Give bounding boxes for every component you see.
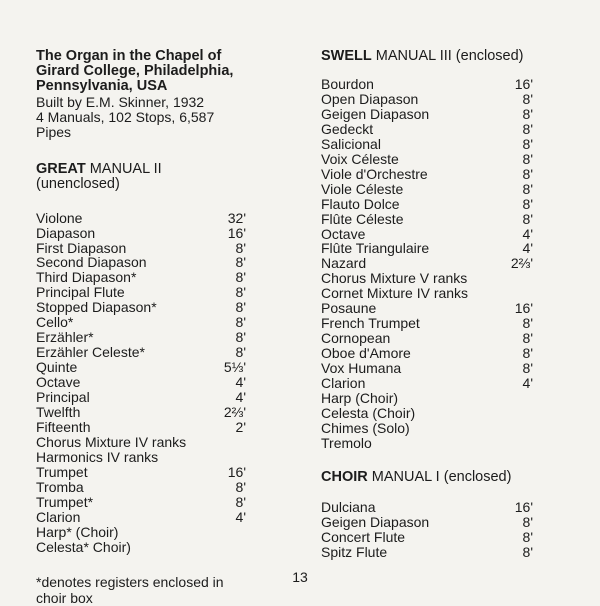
- stop-row: [36, 405, 246, 420]
- stop-pitch: 8': [522, 180, 533, 197]
- stop-row: [321, 436, 533, 451]
- stop-pitch: 8': [522, 513, 533, 530]
- stop-name: Principal Flute: [36, 284, 125, 301]
- stop-row: [321, 316, 533, 331]
- title-line: Pennsylvania, USA: [36, 78, 168, 95]
- title-line: Girard College, Philadelphia,: [36, 63, 234, 80]
- stop-pitch: 8': [522, 105, 533, 122]
- stop-row: [321, 197, 533, 212]
- stop-pitch: 8': [235, 344, 246, 361]
- stop-name: Concert Flute: [321, 528, 406, 545]
- stop-row: [36, 270, 246, 285]
- stop-row: [321, 421, 533, 436]
- builder-line: Built by E.M. Skinner, 1932: [36, 93, 205, 110]
- stop-pitch: 8': [522, 330, 533, 347]
- stop-name: Trumpet: [36, 463, 88, 480]
- stop-name: Diapason: [36, 224, 96, 241]
- stop-row: [36, 241, 246, 256]
- stop-row: [321, 331, 533, 346]
- stop-pitch: 8': [522, 195, 533, 212]
- stop-pitch: 16': [514, 76, 533, 92]
- stop-pitch: 8': [235, 299, 246, 316]
- stop-name: Quinte: [36, 359, 78, 376]
- stop-name: Spitz Flute: [321, 543, 388, 560]
- stop-row: [36, 480, 246, 495]
- stop-pitch: 5⅓': [223, 359, 246, 376]
- organ-title: [36, 49, 246, 95]
- stop-row: [321, 107, 533, 122]
- stop-pitch: 8': [235, 493, 246, 510]
- stop-row: [36, 390, 246, 405]
- stop-row: [321, 406, 533, 421]
- stop-name: Geigen Diapason: [321, 513, 430, 530]
- section-name: GREAT: [36, 160, 86, 177]
- stop-row: [321, 137, 533, 152]
- stop-row: [321, 271, 533, 286]
- stop-name: Flûte Triangulaire: [321, 240, 430, 257]
- stop-name: Posaune: [321, 300, 377, 317]
- right-column: [321, 49, 533, 560]
- stop-pitch: 8': [522, 135, 533, 152]
- stop-pitch: 8': [522, 360, 533, 377]
- specs-line: 4 Manuals, 102 Stops, 6,587 Pipes: [36, 108, 215, 140]
- stop-pitch: 4': [522, 225, 533, 242]
- stop-name: Celesta (Choir): [321, 404, 416, 421]
- stop-name: Erzähler Celeste*: [36, 344, 145, 361]
- stop-pitch: 16': [227, 224, 246, 241]
- stop-pitch: 4': [235, 374, 246, 391]
- swell-heading: [321, 49, 533, 64]
- stop-name: Fifteenth: [36, 418, 91, 435]
- stop-row: [36, 345, 246, 360]
- stop-row: [321, 227, 533, 242]
- stop-name: First Diapason: [36, 239, 127, 256]
- stop-name: Viole d'Orchestre: [321, 165, 428, 182]
- stop-row: [36, 211, 246, 226]
- stop-pitch: 4': [235, 389, 246, 406]
- stop-name: Erzähler*: [36, 329, 94, 346]
- stop-row: [36, 525, 246, 540]
- stop-row: [321, 376, 533, 391]
- stop-pitch: 8': [235, 284, 246, 301]
- stop-row: [36, 420, 246, 435]
- stop-name: Chorus Mixture V ranks: [321, 270, 468, 287]
- stop-pitch: 8': [235, 329, 246, 346]
- stop-row: [36, 375, 246, 390]
- stop-name: Trumpet*: [36, 493, 94, 510]
- stop-name: Third Diapason*: [36, 269, 137, 286]
- stop-name: Viole Céleste: [321, 180, 404, 197]
- stop-row: [36, 540, 246, 555]
- stop-name: Harp (Choir): [321, 390, 399, 407]
- stop-name: Nazard: [321, 255, 367, 272]
- stop-pitch: 2⅔': [223, 404, 246, 420]
- stop-row: [36, 300, 246, 315]
- stop-row: [321, 92, 533, 107]
- stop-name: Clarion: [321, 375, 366, 392]
- stop-pitch: 2⅔': [510, 255, 533, 272]
- stop-name: Flauto Dolce: [321, 195, 400, 212]
- stop-row: [321, 301, 533, 316]
- footnote-line: *denotes registers enclosed in: [36, 573, 224, 590]
- stop-row: [321, 77, 533, 92]
- stop-name: Flûte Céleste: [321, 210, 404, 227]
- stop-pitch: 4': [235, 508, 246, 525]
- stop-name: Chimes (Solo): [321, 419, 410, 436]
- stop-row: [321, 500, 533, 515]
- stop-row: [36, 465, 246, 480]
- stop-pitch: 8': [522, 528, 533, 545]
- left-column: [36, 49, 246, 606]
- stop-row: [36, 435, 246, 450]
- stop-row: [321, 256, 533, 271]
- stop-row: [321, 361, 533, 376]
- section-description: MANUAL II (unenclosed): [36, 160, 162, 192]
- great-stop-list: [36, 211, 246, 555]
- stop-row: [321, 152, 533, 167]
- stop-name: Vox Humana: [321, 360, 402, 377]
- stop-name: Gedeckt: [321, 120, 374, 137]
- stop-pitch: 16': [514, 300, 533, 317]
- stop-name: Second Diapason: [36, 254, 147, 271]
- stop-name: Tromba: [36, 478, 84, 495]
- stop-pitch: 32': [227, 209, 246, 226]
- stop-pitch: 8': [522, 150, 533, 167]
- section-name: SWELL: [321, 48, 372, 64]
- stop-row: [36, 495, 246, 510]
- stop-row: [36, 255, 246, 270]
- section-description: MANUAL I (enclosed): [367, 468, 512, 485]
- stop-row: [321, 391, 533, 406]
- stop-row: [36, 330, 246, 345]
- stop-row: [321, 530, 533, 545]
- stop-pitch: 8': [522, 90, 533, 107]
- stop-row: [321, 545, 533, 560]
- stop-row: [36, 226, 246, 241]
- stop-row: [321, 286, 533, 301]
- stop-name: Twelfth: [36, 404, 81, 420]
- stop-row: [321, 167, 533, 182]
- page-number: 13: [292, 569, 308, 585]
- stop-name: Harmonics IV ranks: [36, 448, 159, 465]
- section-description: MANUAL III (enclosed): [371, 48, 524, 64]
- stop-pitch: 8': [235, 239, 246, 256]
- stop-pitch: 8': [522, 210, 533, 227]
- stop-name: Octave: [36, 374, 81, 391]
- organ-subtitle: [36, 95, 246, 140]
- stop-name: Geigen Diapason: [321, 105, 430, 122]
- stop-pitch: 8': [522, 543, 533, 560]
- stop-pitch: 8': [522, 345, 533, 362]
- stop-name: Dulciana: [321, 498, 376, 515]
- stop-name: Open Diapason: [321, 90, 419, 107]
- swell-stop-list: [321, 77, 533, 451]
- stop-name: Cornopean: [321, 330, 391, 347]
- stop-row: [36, 450, 246, 465]
- stop-name: Harp* (Choir): [36, 523, 119, 540]
- stop-row: [321, 515, 533, 530]
- stop-pitch: 8': [235, 254, 246, 271]
- stop-pitch: 8': [235, 314, 246, 331]
- footnote-line: choir box: [36, 589, 93, 606]
- stop-row: [321, 212, 533, 227]
- stop-pitch: 8': [522, 315, 533, 332]
- stop-name: Oboe d'Amore: [321, 345, 411, 362]
- stop-pitch: 4': [522, 240, 533, 257]
- choir-heading: [321, 470, 533, 485]
- stop-name: Tremolo: [321, 434, 372, 451]
- title-line: The Organ in the Chapel of: [36, 48, 222, 64]
- stop-name: Cello*: [36, 314, 74, 331]
- stop-name: Bourdon: [321, 76, 374, 92]
- stop-row: [321, 241, 533, 256]
- section-name: CHOIR: [321, 468, 368, 485]
- stop-name: Cornet Mixture IV ranks: [321, 285, 469, 302]
- stop-name: Chorus Mixture IV ranks: [36, 433, 187, 450]
- choir-stop-list: [321, 500, 533, 560]
- stop-row: [321, 182, 533, 197]
- stop-name: Octave: [321, 225, 366, 242]
- stop-name: Principal: [36, 389, 90, 406]
- stop-row: [321, 346, 533, 361]
- great-heading: [36, 162, 246, 192]
- stop-row: [321, 122, 533, 137]
- stop-row: [36, 510, 246, 525]
- stop-row: [36, 315, 246, 330]
- stop-pitch: 8': [522, 165, 533, 182]
- stop-pitch: 2': [235, 418, 246, 435]
- stop-name: French Trumpet: [321, 315, 420, 332]
- stop-pitch: 16': [514, 498, 533, 515]
- stop-row: [36, 360, 246, 375]
- stop-pitch: 8': [235, 478, 246, 495]
- stop-name: Stopped Diapason*: [36, 299, 157, 316]
- stop-name: Voix Céleste: [321, 150, 399, 167]
- stop-name: Violone: [36, 209, 83, 226]
- stop-row: [36, 285, 246, 300]
- stop-name: Salicional: [321, 135, 381, 152]
- stop-pitch: 16': [227, 463, 246, 480]
- stop-pitch: 8': [235, 269, 246, 286]
- stop-name: Celesta* Choir): [36, 538, 131, 555]
- stop-pitch: 4': [522, 375, 533, 392]
- stop-name: Clarion: [36, 508, 81, 525]
- stop-pitch: 8': [522, 120, 533, 137]
